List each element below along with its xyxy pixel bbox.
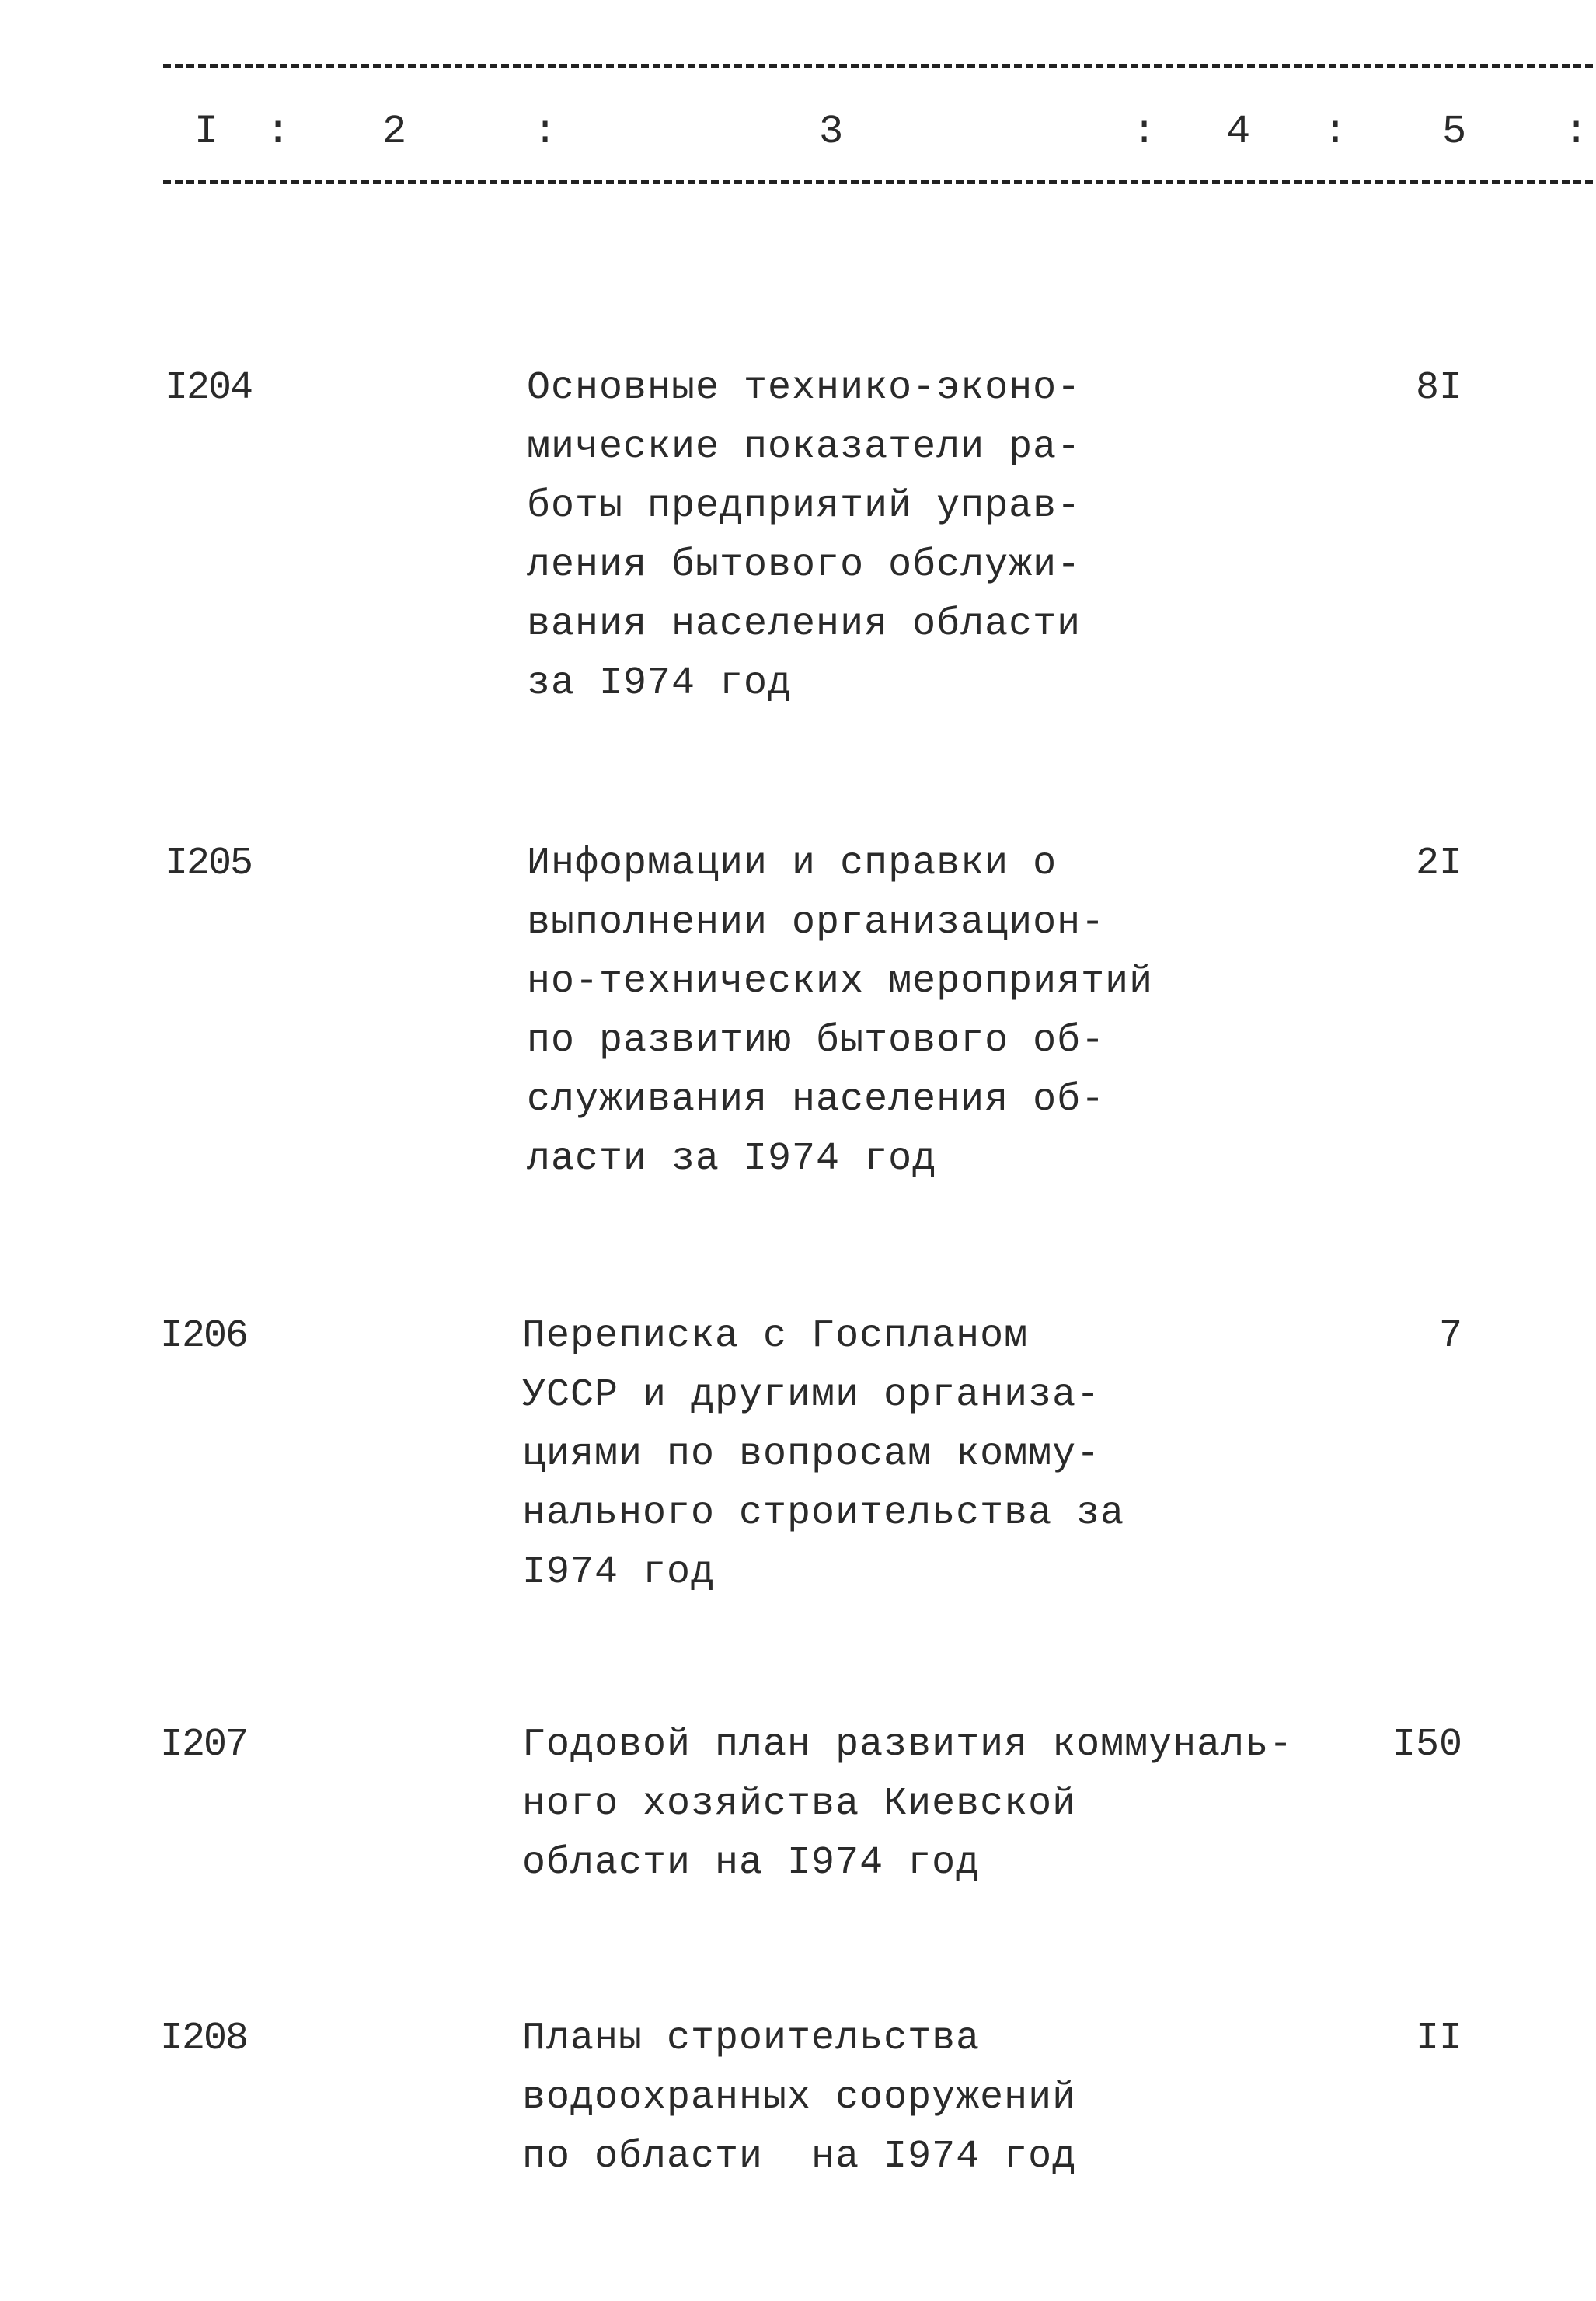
file-title-line: ления бытового обслужи- [527,543,1082,587]
header-top-rule [163,64,1593,68]
column-header-4: 4 [1226,109,1251,155]
file-title-line: но-технических мероприятий [527,960,1154,1004]
sheet-count: 2I [1415,842,1462,886]
sheet-count: 7 [1438,1314,1462,1358]
header-bottom-rule [163,180,1593,184]
file-number: I204 [165,366,253,410]
file-title [522,2010,1076,2187]
file-title-line: по развитию бытового об- [527,1019,1106,1063]
file-title-line: мические показатели ра- [527,425,1082,469]
column-header-3: 3 [819,109,844,155]
file-title [527,359,1081,713]
file-title-line: Информации и справки о [527,842,1058,886]
column-separator: : [1323,109,1348,155]
file-title-line: области на I974 год [522,1841,981,1885]
file-title-line: по области на I974 год [522,2135,1077,2179]
file-title-line: Годовой план развития коммуналь- [522,1723,1294,1767]
sheet-count: II [1415,2017,1462,2061]
column-header-2: 2 [382,109,407,155]
sheet-count: 8I [1415,366,1462,410]
file-title-line: за I974 год [527,661,793,706]
file-title-line: I974 год [522,1550,716,1595]
file-number: I205 [165,842,253,886]
column-header-1: I [194,109,219,155]
file-title [522,1716,1293,1893]
file-title-line: Переписка с Госпланом [522,1314,1029,1358]
file-title-line: боты предприятий управ- [527,484,1082,528]
file-title-line: Планы строительства [522,2017,981,2061]
file-title-line: Основные технико-эконо- [527,366,1082,410]
file-title-line: ласти за I974 год [527,1137,937,1181]
file-title-line: служивания населения об- [527,1078,1106,1122]
file-number: I207 [160,1723,248,1767]
column-separator: : [266,109,291,155]
column-separator: : [1132,109,1157,155]
file-title [522,1307,1124,1602]
sheet-count: I50 [1392,1723,1462,1767]
file-title-line: УССР и другими организа- [522,1373,1101,1417]
file-title-line: водоохранных сооружений [522,2076,1077,2120]
file-title-line: ного хозяйства Киевской [522,1782,1077,1826]
file-title-line: нального строительства за [522,1491,1125,1536]
file-title-line: выполнении организацион- [527,901,1106,945]
file-number: I206 [160,1314,248,1358]
column-separator: : [1564,109,1589,155]
file-title-line: циями по вопросам комму- [522,1432,1101,1476]
file-title [527,835,1153,1189]
column-header-5: 5 [1442,109,1467,155]
file-number: I208 [160,2017,248,2061]
file-title-line: вания населения области [527,602,1082,647]
column-separator: : [533,109,558,155]
